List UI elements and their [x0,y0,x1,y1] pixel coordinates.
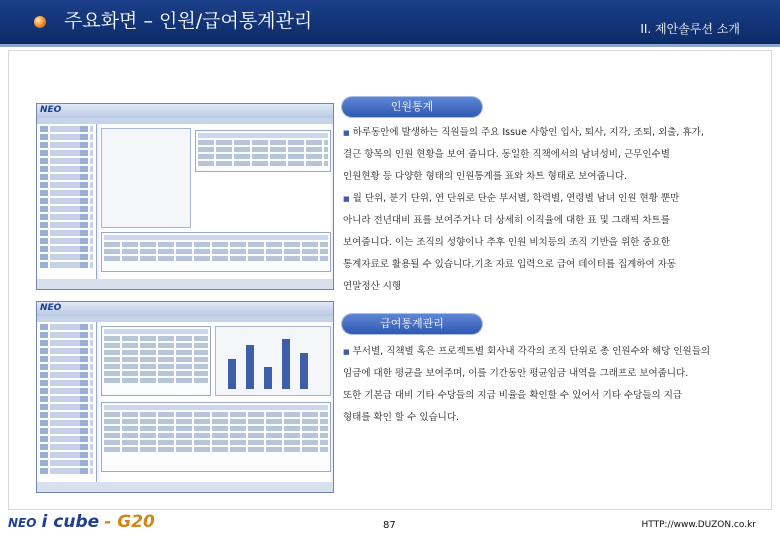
text-line: 임금에 대한 평균을 보여주며, 이를 기간동안 평균임금 내역을 그래프로 보여줍니다. [343,368,689,379]
square-bullet-icon: ■ [343,195,350,203]
screenshot-main [99,124,331,279]
text-line: 통계자료로 활용될 수 있습니다.기초 자료 입력으로 급여 데이터를 집계하여 자동 [343,259,677,270]
square-bullet-icon: ■ [343,348,350,356]
company-url: HTTP://www.DUZON.co.kr [641,520,756,530]
page-title: 주요화면 – 인원/급여통계관리 [64,10,313,32]
text-line: 또한 기본급 대비 기타 수당들의 지급 비율을 확인할 수 있어서 기타 수당들의 지급 [343,390,683,401]
product-logo: NEO i cube - G20 [8,512,155,532]
text-line: ■ 부서별, 직책별 혹은 프로젝트별 회사내 각각의 조직 단위로 총 인원수와 해당 인원들의 [343,346,711,357]
square-bullet-icon: ■ [343,129,350,137]
personnel-stats-screenshot [36,103,334,290]
text-line: 형태를 확인 할 수 있습니다. [343,412,460,423]
header-divider [0,44,780,47]
personnel-stats-title: 인원통계 [342,97,482,117]
screenshot-main [99,322,331,482]
screenshot-logo: NEO [40,303,62,313]
orange-bullet-icon [34,16,46,28]
personnel-stats-description [343,122,704,298]
text-line: 인원현황 등 다양한 형태의 인원통계를 표와 차트 형태로 보여줍니다. [343,171,628,182]
text-line: ■ 월 단위, 분기 단위, 연 단위로 단순 부서별, 학력별, 연령별 남녀 인원 현황 뿐만 [343,193,680,204]
payroll-stats-title: 급여통계관리 [342,314,482,334]
text-line: 결근 항목의 인원 현황을 보여 줍니다. 동일한 직책에서의 남녀성비, 근무인수별 [343,149,670,160]
text-line: 연말정산 시행 [343,281,402,292]
text-line: 보여줍니다. 이는 조직의 성향이나 추후 인원 비치등의 조직 기반을 위한 중요한 [343,237,670,248]
page-number: 87 [383,520,396,531]
text-line: ■ 하루동안에 발생하는 직원들의 주요 Issue 사항인 입사, 퇴사, 지각, 조퇴, 외출, 휴가, [343,127,704,138]
screenshot-logo: NEO [40,105,62,115]
payroll-stats-description [343,341,710,429]
section-label: II. 제안솔루션 소개 [640,22,740,36]
text-line: 아니라 전년대비 표를 보여주거나 더 상세히 이직율에 대한 표 및 그래픽 차트를 [343,215,670,226]
screenshot-sidebar [37,124,97,279]
screenshot-sidebar [37,322,97,482]
payroll-stats-screenshot [36,301,334,493]
page-header [0,0,780,44]
